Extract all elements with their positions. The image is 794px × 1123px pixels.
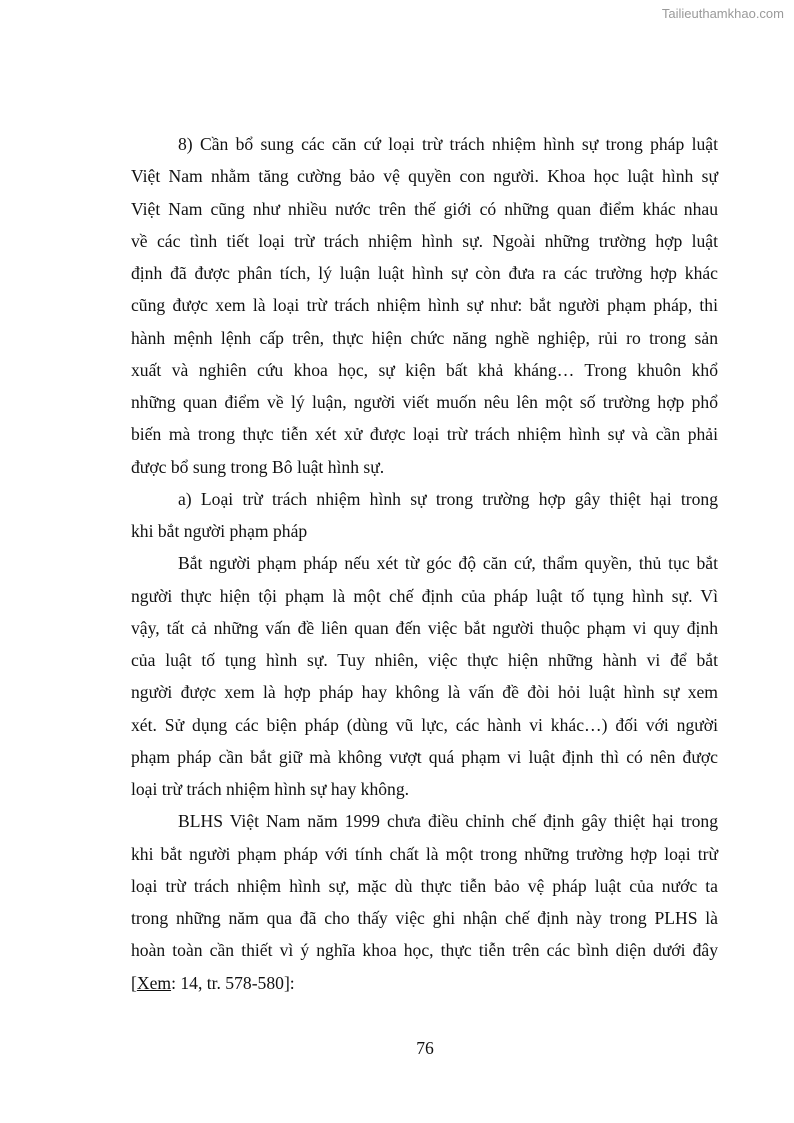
text-line: cũng được xem là loại trừ trách nhiệm hình sự như: bắt người phạm pháp, thi: [131, 295, 718, 316]
text-line: trong những năm qua đã cho thấy việc ghi nhận chế định này trong PLHS là: [131, 908, 718, 928]
text-line: a) Loại trừ trách nhiệm hình sự trong trường hợp gây thiệt hại trong: [178, 488, 718, 509]
text-line: định đã được phân tích, lý luận luật hình sự còn đưa ra các trường hợp khác: [131, 263, 718, 283]
citation-line: [131, 967, 718, 999]
text-line: của luật tố tụng hình sự. Tuy nhiên, việc thực hiện những hành vi để bắt: [131, 650, 718, 670]
text-line: BLHS Việt Nam năm 1999 chưa điều chỉnh chế định gây thiệt hại trong: [178, 811, 718, 832]
text-line: những quan điểm về lý luận, người viết muốn nêu lên một số trường hợp phổ: [131, 392, 718, 412]
text-line: khi bắt người phạm pháp: [131, 521, 308, 541]
text-line: Bắt người phạm pháp nếu xét từ góc độ căn cứ, thẩm quyền, thủ tục bắt: [178, 553, 718, 574]
text-line: hoàn toàn cần thiết vì ý nghĩa khoa học, thực tiễn trên các bình diện dưới đây: [131, 940, 718, 961]
text-line: hành mệnh lệnh cấp trên, thực hiện chức năng nghề nghiệp, rủi ro trong sản: [131, 327, 718, 348]
text-line: loại trừ trách nhiệm hình sự, mặc dù thực tiễn bảo vệ pháp luật của nước ta: [131, 875, 718, 896]
citation-rest: : 14, tr. 578-580]:: [171, 972, 295, 993]
text-line: phạm pháp cần bắt giữ mà không vượt quá phạm vi luật định thì có nên được: [131, 746, 718, 767]
watermark: Tailieuthamkhao.com: [661, 6, 784, 21]
text-line: vậy, tất cả những vấn đề liên quan đến việc bắt người thuộc phạm vi quy định: [131, 617, 718, 638]
document-body: [131, 128, 718, 999]
text-line: về các tình tiết loại trừ trách nhiệm hình sự. Ngoài những trường hợp luật: [131, 230, 718, 251]
page-number: 76: [416, 1038, 434, 1058]
text-line: người được xem là hợp pháp hay không là vấn đề đòi hỏi luật hình sự xem: [131, 682, 718, 703]
text-line: biến mà trong thực tiễn xét xử được loại trừ trách nhiệm hình sự và cần phải: [131, 424, 718, 445]
text-line: người thực hiện tội phạm là một chế định của pháp luật tố tụng hình sự. Vì: [131, 585, 718, 606]
text-line: được bổ sung trong Bô luật hình sự.: [131, 456, 385, 477]
text-line: Việt Nam nhằm tăng cường bảo vệ quyền con người. Khoa học luật hình sự: [131, 166, 718, 187]
text-line: 8) Cần bổ sung các căn cứ loại trừ trách nhiệm hình sự trong pháp luật: [178, 134, 718, 154]
text-line: khi bắt người phạm pháp với tính chất là một trong những trường hợp loại trừ: [131, 843, 718, 864]
citation-ref-word: Xem: [136, 972, 172, 993]
text-line: loại trừ trách nhiệm hình sự hay không.: [131, 779, 410, 799]
text-line: xuất và nghiên cứu khoa học, sự kiện bất khả kháng… Trong khuôn khổ: [131, 359, 718, 380]
citation-open: [: [131, 972, 137, 993]
text-line: xét. Sử dụng các biện pháp (dùng vũ lực, các hành vi khác…) đối với người: [131, 714, 718, 735]
text-line: Việt Nam cũng như nhiều nước trên thế giới có những quan điểm khác nhau: [131, 198, 718, 219]
